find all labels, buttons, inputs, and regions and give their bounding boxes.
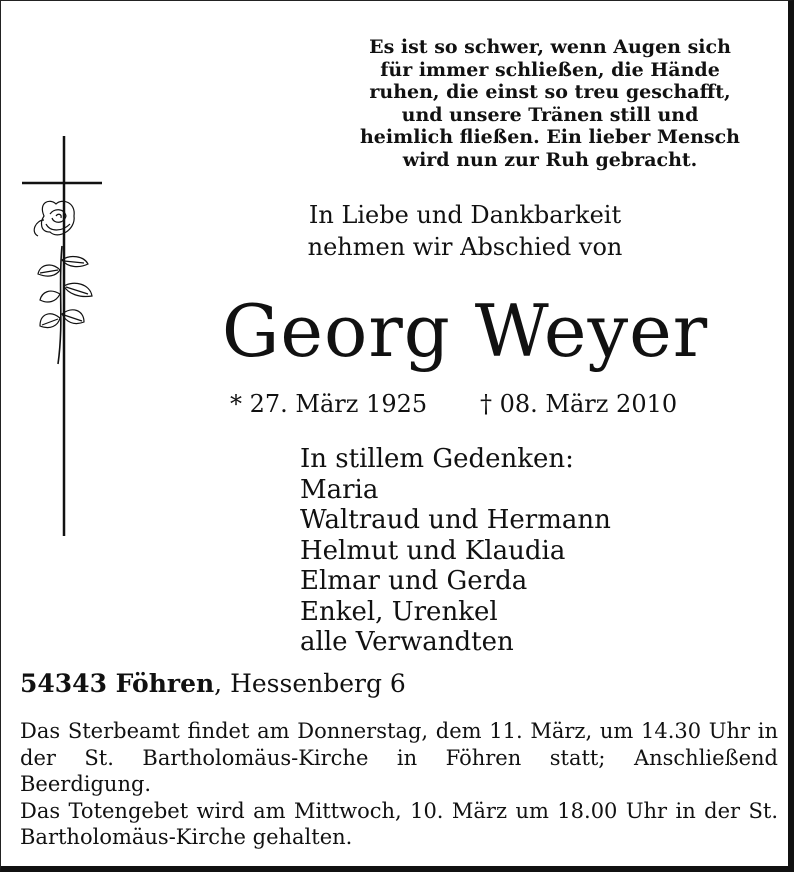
cross-with-rose-icon — [18, 136, 108, 538]
intro — [250, 199, 680, 263]
poem-line: Es ist so schwer, wenn Augen sich — [369, 36, 731, 58]
address-city: 54343 Föhren — [20, 669, 215, 698]
birth-date: * 27. März 1925 — [230, 390, 428, 418]
service-notice — [20, 718, 778, 851]
address-street: , Hessenberg 6 — [214, 669, 406, 698]
mourner-name: Enkel, Urenkel — [300, 596, 498, 627]
mourner-name: Waltraud und Hermann — [300, 505, 611, 535]
notice-paragraph-prayer: Das Totengebet wird am Mittwoch, 10. März um 18.00 Uhr in der St. Bartholomäus-Kirche gehalten. — [20, 798, 778, 849]
poem — [330, 36, 770, 171]
life-dates — [230, 388, 710, 420]
mourner-name: Helmut und Klaudia — [300, 535, 566, 566]
mourner-name: Elmar und Gerda — [300, 566, 528, 596]
address — [20, 668, 406, 700]
death-date: † 08. März 2010 — [480, 390, 678, 418]
poem-line: wird nun zur Ruh gebracht. — [402, 148, 698, 171]
mourner-name: alle Verwandten — [300, 627, 514, 657]
intro-line-1: In Liebe und Dankbarkeit — [308, 201, 622, 229]
poem-line: ruhen, die einst so treu geschafft, — [369, 81, 731, 103]
deceased-name: Georg Weyer — [221, 289, 709, 373]
notice-paragraph-requiem: Das Sterbeamt findet am Donnerstag, dem 11. März, um 14.30 Uhr in der St. Bartholomäus-Kirche in Föhren statt; Anschließend Beerdigung. — [20, 719, 778, 796]
poem-line: und unsere Tränen still und — [401, 103, 699, 126]
poem-line: für immer schließen, die Hände — [380, 58, 720, 81]
intro-line-2: nehmen wir Abschied von — [307, 233, 623, 261]
mourners — [300, 444, 611, 658]
poem-line: heimlich fließen. Ein lieber Mensch — [359, 126, 740, 148]
mourners-heading: In stillem Gedenken: — [300, 444, 574, 474]
mourner-name: Maria — [300, 474, 379, 505]
